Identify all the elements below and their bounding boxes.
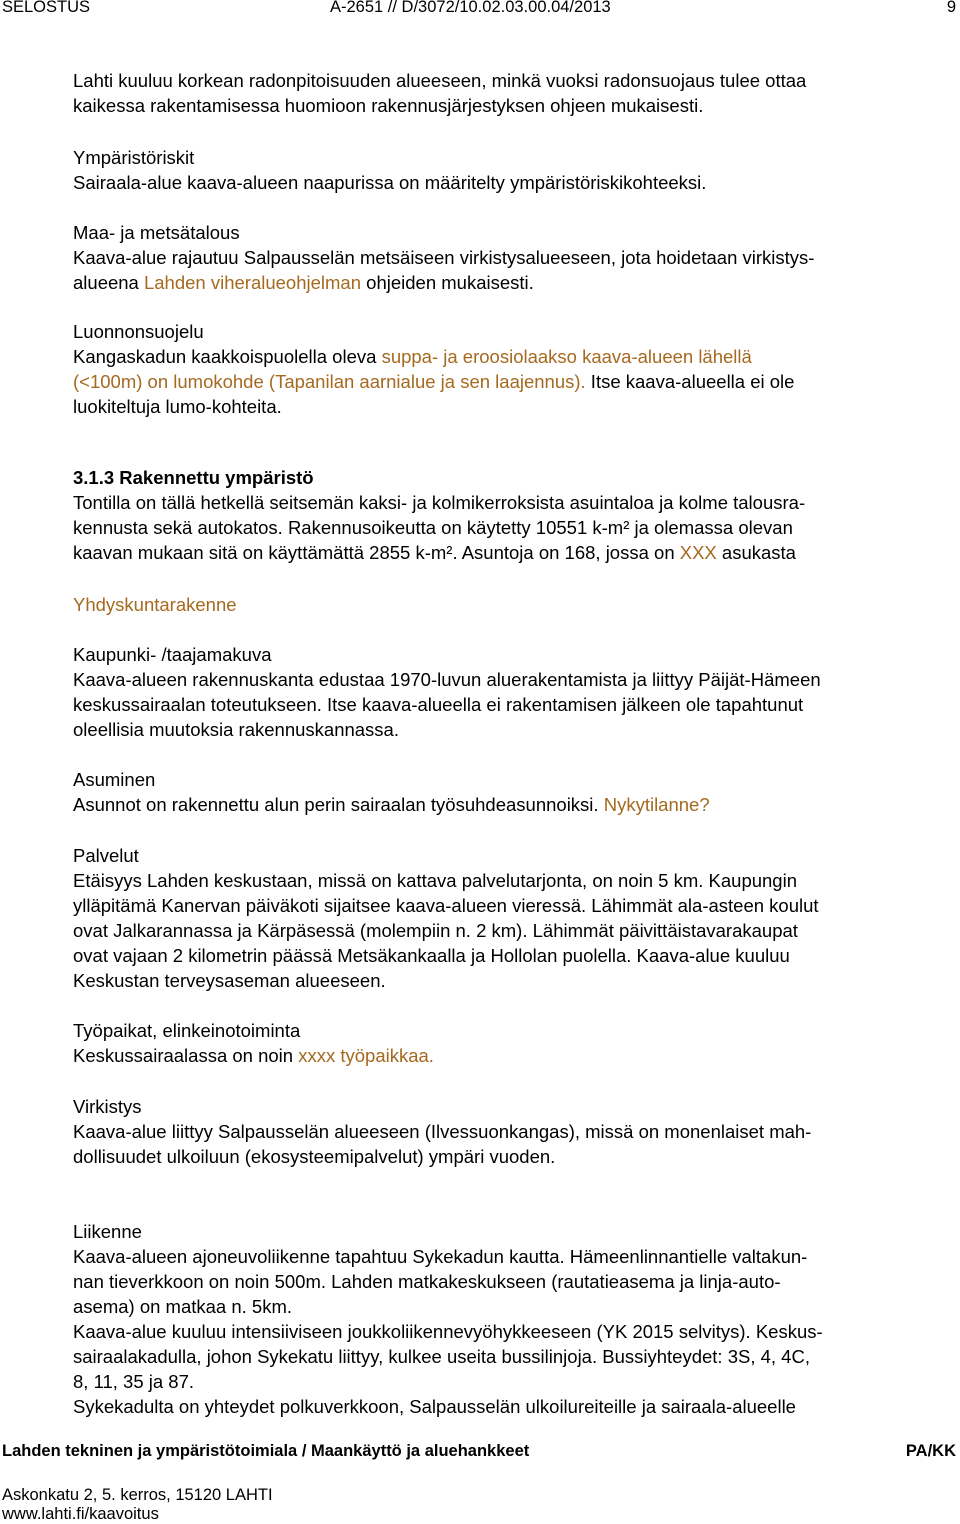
text-line: dollisuudet ulkoiluun (ekosysteemipalvelut) ympäri vuoden. bbox=[73, 1146, 556, 1167]
footer-website[interactable]: www.lahti.fi/kaavoitus bbox=[2, 1505, 159, 1523]
section-title: Kaupunki- /taajamakuva bbox=[73, 644, 272, 665]
highlight-text: suppa- ja eroosiolaakso kaava-alueen lähellä bbox=[381, 346, 752, 367]
text-line: sairaalakadulla, johon Sykekatu liittyy, kulkee useita bussilinjoja. Bussiyhteydet: 3S, 4, 4C, bbox=[73, 1346, 810, 1367]
footer-organization: Lahden tekninen ja ympäristötoimiala / Maankäyttö ja aluehankkeet bbox=[2, 1442, 530, 1460]
text-line: (<100m) on lumokohde (Tapanilan aarnialue ja sen laajennus). Itse kaava-alueella ei ole bbox=[73, 371, 795, 392]
doc-type: SELOSTUS bbox=[2, 0, 91, 16]
section-title: Maa- ja metsätalous bbox=[73, 222, 240, 243]
radon-paragraph bbox=[73, 68, 955, 118]
section-traffic bbox=[73, 1219, 955, 1419]
footer-initials: PA/KK bbox=[905, 1442, 956, 1460]
text-line: Kaava-alue liittyy Salpausselän alueeseen (Ilvessuonkangas), missä on monenlaiset mah- bbox=[73, 1121, 812, 1142]
section-title: Liikenne bbox=[73, 1221, 142, 1242]
text-line: kennusta sekä autokatos. Rakennusoikeutta on käytetty 10551 k-m² ja olemassa olevan bbox=[73, 517, 793, 538]
text-line: Lahti kuuluu korkean radonpitoisuuden alueeseen, minkä vuoksi radonsuojaus tulee ottaa bbox=[73, 70, 807, 91]
section-heading: 3.1.3 Rakennettu ympäristö bbox=[73, 467, 314, 488]
text-line: Sykekadulta on yhteydet polkuverkkoon, Salpausselän ulkoilureiteille ja sairaala-alueelle bbox=[73, 1396, 796, 1417]
section-title: Työpaikat, elinkeinotoiminta bbox=[73, 1020, 301, 1041]
text-line: 8, 11, 35 ja 87. bbox=[73, 1371, 195, 1392]
section-title: Ympäristöriskit bbox=[73, 147, 195, 168]
text-line: Kaava-alue rajautuu Salpausselän metsäiseen virkistysalueeseen, jota hoidetaan virkistys- bbox=[73, 247, 815, 268]
highlight-text: Lahden viheralueohjelman bbox=[143, 272, 362, 293]
text-line: Tontilla on tällä hetkellä seitsemän kaksi- ja kolmikerroksista asuintaloa ja kolme talousra- bbox=[73, 492, 806, 513]
highlight-text: (<100m) on lumokohde (Tapanilan aarnialue ja sen laajennus). bbox=[73, 371, 586, 392]
text-line: oleellisia muutoksia rakennuskannassa. bbox=[73, 719, 399, 740]
text-line: Etäisyys Lahden keskustaan, missä on kattava palvelutarjonta, on noin 5 km. Kaupungin bbox=[73, 870, 797, 891]
section-title: Asuminen bbox=[73, 769, 156, 790]
text-line: Keskustan terveysaseman alueeseen. bbox=[73, 970, 386, 991]
text-line: ovat vajaan 2 kilometrin päässä Metsäkankaalla ja Hollolan puolella. Kaava-alue kuuluu bbox=[73, 945, 790, 966]
doc-reference: A-2651 // D/3072/10.02.03.00.04/2013 bbox=[330, 0, 611, 16]
page-header bbox=[0, 0, 960, 22]
section-jobs bbox=[73, 1018, 955, 1068]
section-community-structure bbox=[73, 592, 955, 617]
section-built-environment bbox=[73, 465, 955, 565]
text-line: luokiteltuja lumo-kohteita. bbox=[73, 396, 282, 417]
section-nature-protection bbox=[73, 319, 955, 419]
text-line: nan tieverkkoon on noin 500m. Lahden matkakeskukseen (rautatieasema ja linja-auto- bbox=[73, 1271, 781, 1292]
section-environment-risks bbox=[73, 145, 955, 195]
footer-address: Askonkatu 2, 5. kerros, 15120 LAHTI bbox=[2, 1486, 273, 1504]
section-townscape bbox=[73, 642, 955, 742]
section-recreation bbox=[73, 1094, 955, 1169]
section-services bbox=[73, 843, 955, 993]
text-line: ovat Jalkarannassa ja Kärpäsessä (molempiin n. 2 km). Lähimmät päivittäistavarakaupat bbox=[73, 920, 798, 941]
section-housing bbox=[73, 767, 955, 817]
text-line: asema) on matkaa n. 5km. bbox=[73, 1296, 293, 1317]
text-line: Sairaala-alue kaava-alueen naapurissa on määritelty ympäristöriskikohteeksi. bbox=[73, 172, 707, 193]
text-line: ylläpitämä Kanervan päiväkoti sijaitsee kaava-alueen vieressä. Lähimmät ala-asteen koulut bbox=[73, 895, 819, 916]
section-title: Yhdyskuntarakenne bbox=[73, 594, 237, 615]
text-line: kaavan mukaan sitä on käyttämättä 2855 k-m². Asuntoja on 168, jossa on XXX asukasta bbox=[73, 542, 796, 563]
text-line: Kaava-alue kuuluu intensiiviseen joukkoliikennevyöhykkeeseen (YK 2015 selvitys). Keskus- bbox=[73, 1321, 823, 1342]
text-line: Kaava-alueen rakennuskanta edustaa 1970-luvun aluerakentamista ja liittyy Päijät-Hämeen bbox=[73, 669, 821, 690]
section-agriculture-forestry bbox=[73, 220, 955, 295]
highlight-text: xxxx työpaikkaa. bbox=[298, 1045, 434, 1066]
text-line: Kangaskadun kaakkoispuolella oleva suppa- ja eroosiolaakso kaava-alueen lähellä bbox=[73, 346, 752, 367]
section-title: Virkistys bbox=[73, 1096, 142, 1117]
text-line: keskussairaalan toteutukseen. Itse kaava-alueella ei rakentamisen jälkeen ole tapahtunut bbox=[73, 694, 804, 715]
section-title: Luonnonsuojelu bbox=[73, 321, 204, 342]
section-title: Palvelut bbox=[73, 845, 139, 866]
text-line: kaikessa rakentamisessa huomioon rakennusjärjestyksen ohjeen mukaisesti. bbox=[73, 95, 704, 116]
text-line: Kaava-alueen ajoneuvoliikenne tapahtuu Sykekadun kautta. Hämeenlinnantielle valtakun- bbox=[73, 1246, 808, 1267]
highlight-text: Nykytilanne? bbox=[603, 794, 710, 815]
text-line: Asunnot on rakennettu alun perin sairaalan työsuhdeasunnoiksi. Nykytilanne? bbox=[73, 794, 710, 815]
page-number: 9 bbox=[946, 0, 956, 16]
highlight-text: XXX bbox=[679, 542, 717, 563]
text-line: Keskussairaalassa on noin xxxx työpaikkaa. bbox=[73, 1045, 434, 1066]
text-line: alueena Lahden viheralueohjelman ohjeiden mukaisesti. bbox=[73, 272, 534, 293]
